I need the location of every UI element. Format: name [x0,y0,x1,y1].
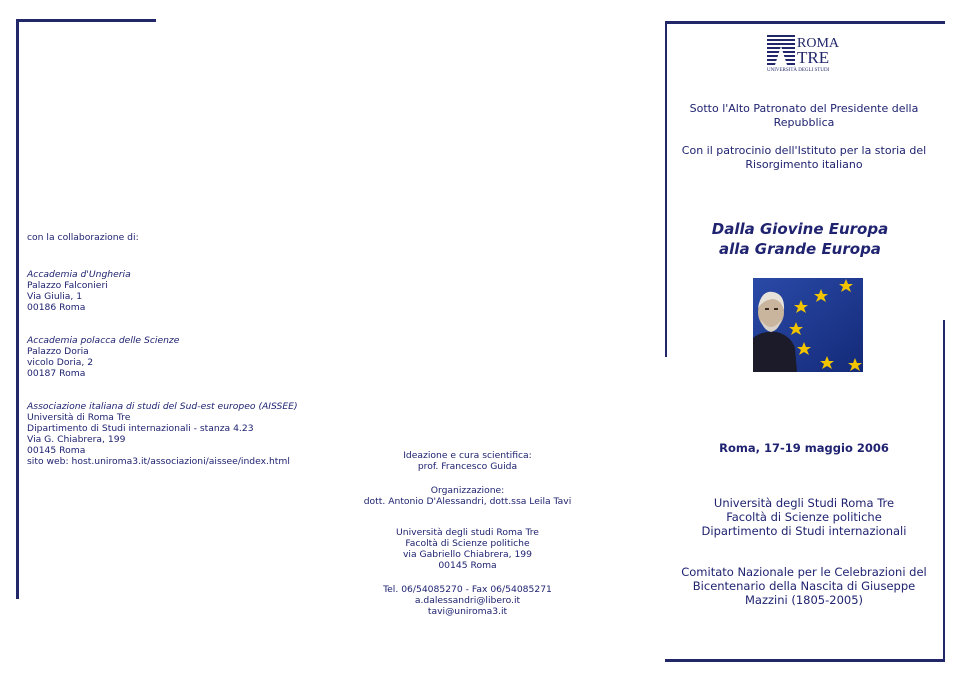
national-committee [670,565,938,607]
left-frame-top-rule [16,19,156,22]
org-website: sito web: host.uniroma3.it/associazioni/aissee/index.html [27,456,290,467]
phone-fax: Tel. 06/54085270 - Fax 06/54085271 [383,584,552,595]
committee-text: Comitato Nazionale per le Celebrazioni del Bicentenario della Nascita di Giuseppe Mazzini (1805-2005) [681,565,927,607]
host-line: Università degli Studi Roma Tre [713,496,895,510]
address-block [355,527,580,571]
logo-subtitle: UNIVERSITÀ DEGLI STUDI [767,68,830,73]
address-line: via Gabriello Chiabrera, 199 [402,549,532,560]
host-institution [670,496,938,538]
event-title [670,219,930,259]
org-line: Palazzo Doria [27,346,89,357]
curation-block [355,450,580,472]
organization-label: Organizzazione: [430,485,505,496]
email-link[interactable]: a.dalessandri@libero.it [414,595,521,606]
sponsorship-text [670,144,938,172]
address-line: Facoltà di Scienze politiche [405,538,530,549]
right-frame-left-rule [665,21,667,357]
right-frame-top-rule [665,21,945,24]
org-line: Dipartimento di Studi internazionali - stanza 4.23 [27,423,254,434]
org-block-poland [27,335,357,379]
collaboration-intro: con la collaborazione di: [27,232,139,243]
sponsorship-line: Con il patrocinio dell'Istituto per la storia del Risorgimento italiano [681,144,927,171]
org-name: Accademia d'Ungheria [27,269,131,280]
org-name: Associazione italiana di studi del Sud-est europeo (AISSEE) [27,401,298,412]
event-date: Roma, 17-19 maggio 2006 [719,441,889,455]
org-line: Università di Roma Tre [27,412,131,423]
org-line: Via G. Chiabrera, 199 [27,434,126,445]
address-line: 00145 Roma [438,560,497,571]
email-link[interactable]: tavi@uniroma3.it [427,606,508,617]
host-line: Dipartimento di Studi internazionali [701,524,907,538]
org-line: 00186 Roma [27,302,86,313]
left-frame-side-rule [16,19,19,599]
roma-tre-logo [766,34,846,74]
address-line: Università degli studi Roma Tre [396,527,539,538]
patronage-line: Sotto l'Alto Patronato del Presidente della Repubblica [689,102,919,129]
org-line: vicolo Doria, 2 [27,357,94,368]
right-frame-right-rule [943,320,945,662]
logo-word-tre: TRE [797,48,830,67]
org-line: Palazzo Falconieri [27,280,108,291]
organizers-names: dott. Antonio D'Alessandri, dott.ssa Leila Tavi [363,496,572,507]
organization-section [355,450,580,617]
org-block-hungary [27,269,357,313]
contact-block [355,584,580,617]
title-line-1: Dalla Giovine Europa [711,220,889,238]
org-line: 00145 Roma [27,445,86,456]
host-line: Facoltà di Scienze politiche [726,510,882,524]
mazzini-eu-flag-image [753,278,863,372]
organizers-block [355,485,580,507]
org-line: 00187 Roma [27,368,86,379]
right-frame-bottom-rule [665,659,945,662]
title-line-2: alla Grande Europa [719,240,881,258]
patronage-text [670,102,938,130]
collaboration-section [27,232,357,467]
org-line: Via Giulia, 1 [27,291,83,302]
curation-label: Ideazione e cura scientifica: [403,450,532,461]
logo-word-roma: ROMA [797,36,840,51]
curator-name: prof. Francesco Guida [417,461,518,472]
org-block-aissee [27,401,357,467]
org-name: Accademia polacca delle Scienze [27,335,180,346]
